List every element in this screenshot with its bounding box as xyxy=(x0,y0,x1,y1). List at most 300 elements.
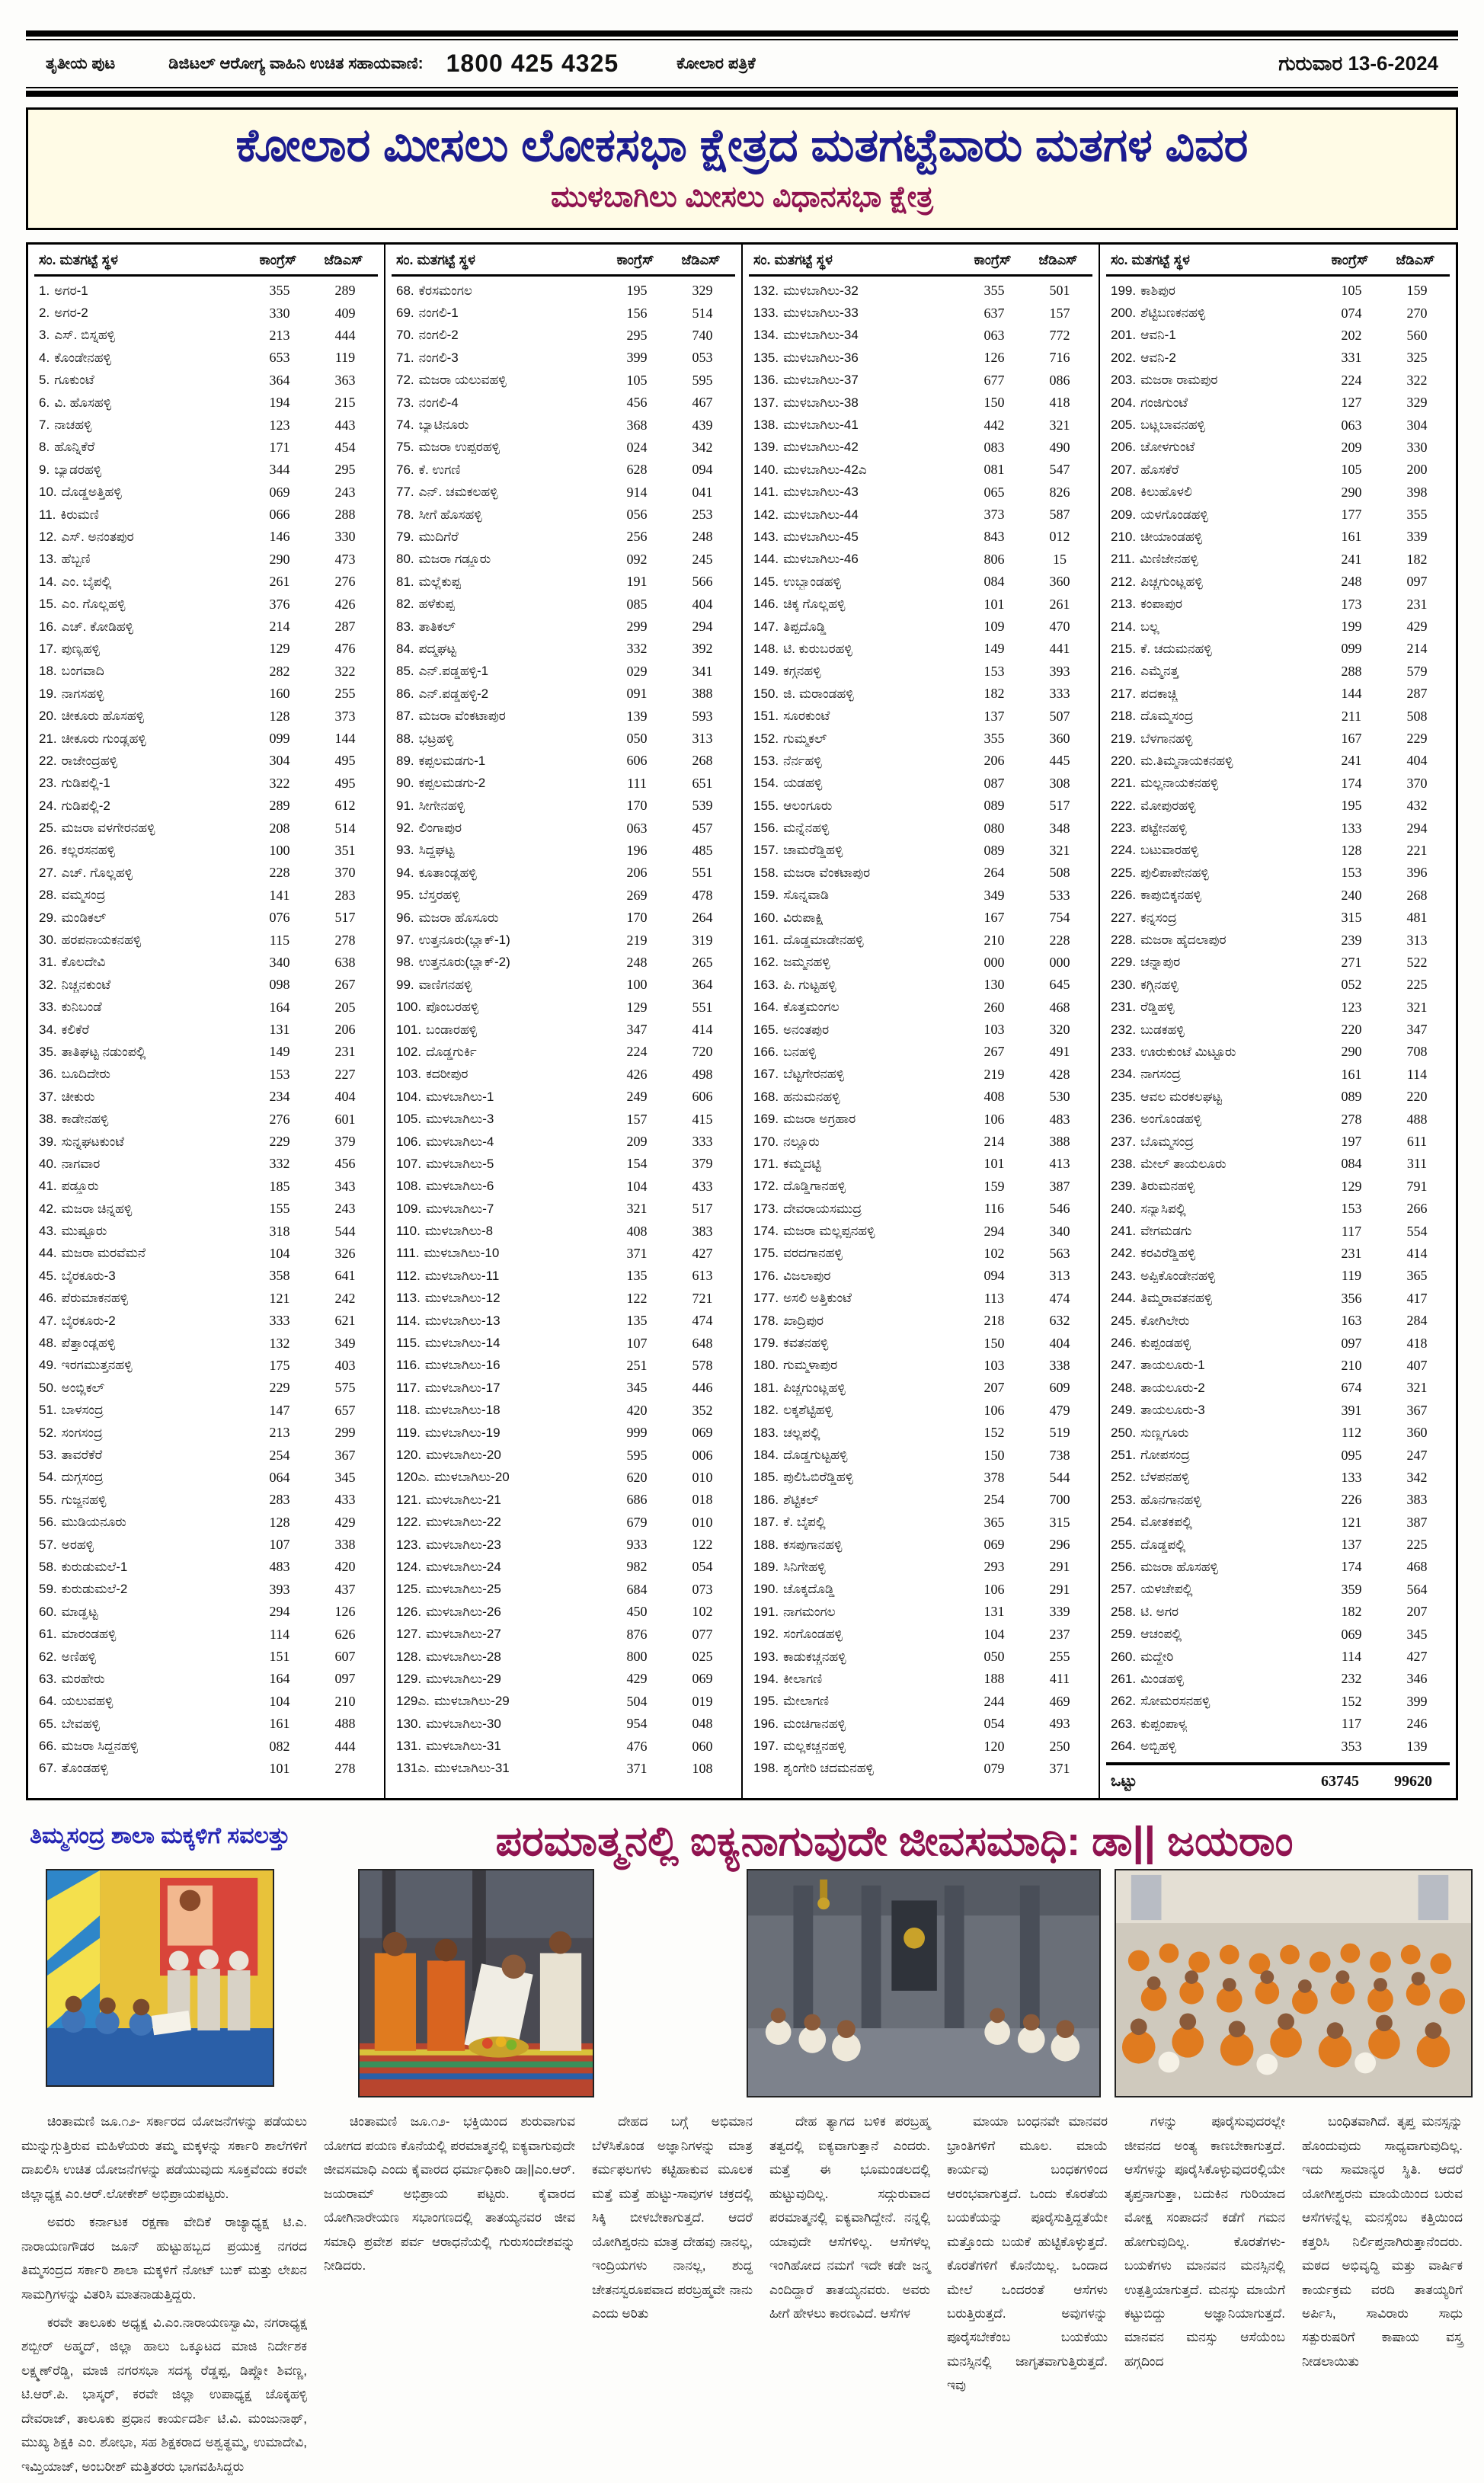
helpline-number: 1800 425 4325 xyxy=(446,50,619,77)
paragraph: ದೇಹ ತ್ಯಾಗದ ಬಳಿಕ ಪರಬ್ರಹ್ಮ ತತ್ವದಲ್ಲಿ ಐಕ್ಯವಾಗುತ್ತಾನೆ ಎಂದರು. ಮತ್ತೆ ಈ ಭೂಮಂಡಲದಲ್ಲಿ ಹುಟ್ಟುವುದಿಲ್ಲ. ಸದ್ಗುರುವಾದ ಪರಮಾತ್ಮನಲ್ಲಿ ಐಕ್ಯವಾಗಿದ್ದೇನೆ. ನನ್ನಲ್ಲಿ ಯಾವುದೇ ಆಸೆಗಳಿಲ್ಲ. ಆಸೆಗಳೆಲ್ಲ ಇಂಗಿಹೋದ ನಮಗೆ ಇದೇ ಕಡೇ ಜನ್ಮ ಎಂದಿದ್ದಾರೆ ತಾತಯ್ಯನವರು. ಅವರು ಹೀಗೆ ಹೇಳಲು ಕಾರಣವಿದೆ. ಆಸೆಗಳ xyxy=(769,2114,930,2321)
congress-votes: 331 xyxy=(1341,350,1362,366)
congress-votes: 209 xyxy=(626,1134,648,1150)
booth-name: ತಾತಿಕಲ್ xyxy=(418,619,456,634)
congress-votes: 345 xyxy=(626,1380,648,1396)
table-row xyxy=(34,1511,378,1533)
serial-no: 28. xyxy=(39,888,57,903)
booth-name: ಮಜರಾ ಚಿನ್ನಹಳ್ಳಿ xyxy=(61,1201,133,1216)
booth-name: ಹಳೆಕುಪ್ಪ xyxy=(418,597,455,612)
table-row xyxy=(1106,1534,1450,1556)
jds-votes: 481 xyxy=(1406,910,1428,926)
congress-votes: 105 xyxy=(1341,283,1362,299)
table-row xyxy=(392,907,735,929)
booth-name: ಮ.ತಿಮ್ಮನಾಯಕನಹಳ್ಳಿ xyxy=(1140,753,1233,768)
serial-no: 222. xyxy=(1111,798,1137,813)
jds-votes: 554 xyxy=(1406,1223,1428,1239)
serial-no: 90. xyxy=(396,776,414,791)
jds-votes: 365 xyxy=(1406,1268,1428,1284)
serial-no: 100. xyxy=(396,1000,422,1015)
booth-name: ಮುಳಬಾಗಿಲು-31 xyxy=(434,1761,510,1776)
table-row xyxy=(34,325,378,347)
congress-votes: 092 xyxy=(626,551,648,567)
serial-no: 59. xyxy=(39,1582,57,1597)
table-row xyxy=(392,1153,735,1175)
table-row xyxy=(749,1108,1092,1130)
booth-name: ಕೆ. ಉಗಣಿ xyxy=(418,462,461,477)
serial-no: 252. xyxy=(1111,1470,1137,1485)
congress-votes: 153 xyxy=(1341,1201,1362,1217)
jds-votes: 266 xyxy=(1406,1201,1428,1217)
serial-no: 245. xyxy=(1111,1313,1137,1328)
table-row xyxy=(1106,1265,1450,1287)
serial-no: 207. xyxy=(1111,462,1137,477)
table-row xyxy=(392,370,735,392)
table-row xyxy=(392,593,735,615)
jds-votes: 404 xyxy=(334,1089,356,1105)
table-column-3 xyxy=(741,245,1099,1798)
booth-name: ಮಂಡಿಕಲ್ xyxy=(61,910,107,925)
jds-votes: 469 xyxy=(1049,1693,1070,1709)
jds-votes: 490 xyxy=(1049,439,1070,455)
jds-votes: 488 xyxy=(334,1716,356,1732)
main-article-column-6 xyxy=(1302,2110,1463,2483)
table-row xyxy=(1106,1511,1450,1533)
booth-name: ವಮ್ಮಸಂದ್ರ xyxy=(61,888,106,903)
table-row xyxy=(1106,1735,1450,1757)
booth-name: ಪಿಚ್ಚಗುಂಟ್ಲಹಳ್ಳಿ xyxy=(783,1380,846,1395)
serial-no: 120ಎ. xyxy=(396,1470,430,1485)
table-row xyxy=(392,1668,735,1690)
serial-no: 178. xyxy=(753,1313,779,1328)
serial-no: 134. xyxy=(753,328,779,343)
table-row xyxy=(392,482,735,504)
jds-votes: 270 xyxy=(1406,305,1428,321)
booth-name: ಕಿರುಮಣಿ xyxy=(60,507,99,522)
jds-votes: 427 xyxy=(692,1245,713,1261)
booth-name: ಚೀಕೂರು ಗುಂಡ್ಲಹಳ್ಳಿ xyxy=(61,731,146,746)
serial-no: 159. xyxy=(753,888,779,903)
table-row xyxy=(749,482,1092,504)
congress-votes: 620 xyxy=(626,1469,648,1485)
jds-votes: 443 xyxy=(334,417,356,433)
jds-votes: 053 xyxy=(692,350,713,366)
serial-no: 261. xyxy=(1111,1671,1137,1686)
photo-band xyxy=(8,1869,1476,2097)
jds-votes: 289 xyxy=(334,283,356,299)
serial-no: 110. xyxy=(396,1224,421,1239)
congress-votes: 982 xyxy=(626,1559,648,1575)
table-row xyxy=(1106,616,1450,638)
booth-name: ಕಲಿಕೆರೆ xyxy=(61,1022,90,1037)
booth-name: ಹರಪನಾಯಕನಹಳ್ಳಿ xyxy=(61,933,142,948)
table-row xyxy=(1106,1310,1450,1332)
serial-no: 91. xyxy=(396,798,414,813)
congress-votes: 069 xyxy=(983,1537,1005,1553)
booth-name: ಅನಂತಪುರ xyxy=(783,1022,830,1037)
jds-votes: 364 xyxy=(692,977,713,993)
serial-no: 29. xyxy=(39,910,57,925)
congress-votes: 114 xyxy=(1341,1649,1362,1665)
congress-votes: 954 xyxy=(626,1716,648,1732)
booth-name: ಹೊನ್ನಿಕೆರೆ xyxy=(54,440,95,455)
serial-no: 160. xyxy=(753,910,779,925)
jds-votes: 246 xyxy=(1406,1716,1428,1732)
congress-votes: 318 xyxy=(269,1223,290,1239)
serial-no: 204. xyxy=(1111,395,1137,410)
jds-votes: 299 xyxy=(334,1425,356,1441)
congress-votes: 151 xyxy=(269,1649,290,1665)
serial-no: 136. xyxy=(753,373,779,388)
booth-name: ಮಲ್ಲೆಕುಪ್ಪ xyxy=(418,574,461,589)
serial-no: 68. xyxy=(396,283,414,298)
jds-votes: 772 xyxy=(1049,327,1070,343)
congress-votes: 267 xyxy=(983,1044,1005,1060)
jds-votes: 287 xyxy=(1406,686,1428,702)
jds-votes: 326 xyxy=(334,1245,356,1261)
booth-name: ವಾಣಿಗನಹಳ್ಳಿ xyxy=(418,977,472,992)
jds-votes: 444 xyxy=(334,327,356,343)
total-jds: 99620 xyxy=(1394,1772,1432,1790)
serial-no: 112. xyxy=(396,1268,421,1283)
booth-name: ವರದಗಾನಹಳ್ಳಿ xyxy=(783,1246,843,1261)
jds-votes: 474 xyxy=(692,1313,713,1329)
serial-no: 249. xyxy=(1111,1403,1137,1418)
table-row xyxy=(749,571,1092,593)
table-row xyxy=(34,1131,378,1153)
booth-name: ಮುಳಬಾಗಿಲು-24 xyxy=(426,1559,501,1574)
jds-votes: 247 xyxy=(1406,1447,1428,1463)
jds-votes: 587 xyxy=(1049,507,1070,523)
booth-name: ಚೀಯಾಂಡಹಳ್ಳಿ xyxy=(1140,529,1203,544)
serial-no: 99. xyxy=(396,977,414,992)
booth-name: ಎನ್.ಪಡ್ಡಹಳ್ಳಿ-2 xyxy=(418,686,489,701)
congress-votes: 249 xyxy=(626,1089,648,1105)
serial-no: 218. xyxy=(1111,709,1137,724)
booth-name: ಮಜರಾ ಹೊಸೂರು xyxy=(418,910,499,925)
congress-votes: 182 xyxy=(983,686,1005,702)
table-row xyxy=(392,1288,735,1310)
jds-votes: 200 xyxy=(1406,462,1428,478)
table-row xyxy=(1106,705,1450,727)
serial-no: 179. xyxy=(753,1336,779,1351)
table-row xyxy=(1106,1556,1450,1578)
congress-votes: 365 xyxy=(983,1514,1005,1530)
jds-votes: 517 xyxy=(692,1201,713,1217)
jds-votes: 126 xyxy=(334,1604,356,1620)
table-row xyxy=(34,885,378,907)
booth-name: ಮುಳಬಾಗಿಲು-41 xyxy=(783,418,859,433)
booth-name: ಸಂಗಸಂದ್ರ xyxy=(61,1425,103,1440)
table-row xyxy=(749,437,1092,459)
booth-name: ಮಜರಾ ಮಲ್ಲಪ್ಪನಹಳ್ಳಿ xyxy=(783,1224,875,1239)
serial-no: 228. xyxy=(1111,933,1137,948)
congress-votes: 084 xyxy=(1341,1156,1362,1172)
jds-votes: 329 xyxy=(692,283,713,299)
congress-votes: 294 xyxy=(983,1223,1005,1239)
booth-name: ಉತ್ತನೂರು(ಬ್ಲಾಕ್-2) xyxy=(418,955,510,970)
booth-name: ಮುಳಬಾಗಿಲು-31 xyxy=(426,1739,501,1754)
table-row xyxy=(34,661,378,683)
congress-votes: 137 xyxy=(1341,1537,1362,1553)
booth-name: ಮುಳಬಾಗಿಲು-25 xyxy=(426,1582,501,1597)
serial-no: 27. xyxy=(39,865,57,880)
table-row xyxy=(749,302,1092,324)
booth-name: ಬೆಳಪನಹಳ್ಳಿ xyxy=(1140,1470,1190,1485)
table-row xyxy=(392,1579,735,1601)
jds-votes: 564 xyxy=(1406,1581,1428,1597)
jds-votes: 207 xyxy=(1406,1604,1428,1620)
serial-no: 201. xyxy=(1111,328,1137,343)
serial-no: 131ಎ. xyxy=(396,1761,430,1776)
table-row xyxy=(1106,1131,1450,1153)
jds-votes: 609 xyxy=(1049,1380,1070,1396)
jds-votes: 060 xyxy=(692,1738,713,1754)
jds-votes: 740 xyxy=(692,327,713,343)
congress-votes: 239 xyxy=(1341,932,1362,948)
serial-no: 38. xyxy=(39,1112,57,1127)
booth-name: ಮುಳಬಾಗಿಲು-8 xyxy=(424,1224,494,1239)
jds-votes: 429 xyxy=(1406,619,1428,635)
congress-votes: 141 xyxy=(269,887,290,903)
booth-name: ನಾಗಮಂಗಲ xyxy=(783,1604,836,1619)
congress-votes: 089 xyxy=(1341,1089,1362,1105)
table-row xyxy=(749,1288,1092,1310)
congress-votes: 399 xyxy=(626,350,648,366)
serial-no: 101. xyxy=(396,1022,422,1037)
serial-no: 165. xyxy=(753,1022,779,1037)
booth-name: ಮುಳಬಾಗಿಲು-20 xyxy=(426,1448,501,1462)
booth-name: ನಂಗಲಿ-4 xyxy=(418,395,459,410)
serial-no: 108. xyxy=(396,1179,422,1194)
congress-votes: 224 xyxy=(626,1044,648,1060)
serial-no: 150. xyxy=(753,686,779,701)
jds-votes: 253 xyxy=(692,507,713,523)
booth-name: ಸಿನಿಗೇಹಳ್ಳಿ xyxy=(783,1559,826,1574)
jds-votes: 010 xyxy=(692,1514,713,1530)
jds-votes: 348 xyxy=(1049,820,1070,836)
table-row xyxy=(749,1758,1092,1780)
congress-votes: 107 xyxy=(269,1537,290,1553)
table-row xyxy=(749,325,1092,347)
congress-votes: 117 xyxy=(1341,1716,1362,1732)
congress-votes: 295 xyxy=(626,327,648,343)
table-row xyxy=(1106,952,1450,974)
jds-votes: 264 xyxy=(692,910,713,926)
congress-votes: 355 xyxy=(983,283,1005,299)
congress-votes: 182 xyxy=(1341,1604,1362,1620)
jds-votes: 593 xyxy=(692,708,713,724)
jds-votes: 791 xyxy=(1406,1178,1428,1194)
table-row xyxy=(749,1355,1092,1377)
congress-votes: 132 xyxy=(269,1335,290,1351)
table-row xyxy=(392,571,735,593)
header-jds: ಜೆಡಿಎಸ್ xyxy=(1038,252,1078,267)
booth-name: ಕೊಲದೇವಿ xyxy=(61,955,106,970)
serial-no: 22. xyxy=(39,753,57,768)
jds-votes: 333 xyxy=(692,1134,713,1150)
table-row xyxy=(1106,1243,1450,1265)
serial-no: 241. xyxy=(1111,1224,1137,1239)
table-row xyxy=(749,549,1092,571)
paragraph: ಚಿಂತಾಮಣಿ ಜೂ.೧೨- ಭಕ್ತಿಯಿಂದ ಶುರುವಾಗುವ ಯೋಗದ ಪಯಣ ಕೊನೆಯಲ್ಲಿ ಪರಮಾತ್ಮನಲ್ಲಿ ಐಕ್ಯವಾಗುವುದೇ ಜೀವಸಮಾಧಿ ಎಂದು ಕೈವಾರದ ಧರ್ಮಾಧಿಕಾರಿ ಡಾ||ಎಂ.ಆರ್. ಜಯರಾಮ್ ಅಭಿಪ್ರಾಯ ಪಟ್ಟರು. ಕೈವಾರದ ಯೋಗಿನಾರೇಯಣ ಸಭಾಂಗಣದಲ್ಲಿ ತಾತಯ್ಯನವರ ಜೀವ ಸಮಾಧಿ ಪ್ರವೇಶ ಪರ್ವ ಆರಾಧನೆಯಲ್ಲಿ ಗುರುಸಂದೇಶವನ್ನು ನೀಡಿದರು. xyxy=(324,2114,575,2273)
table-row xyxy=(34,795,378,817)
serial-no: 45. xyxy=(39,1268,57,1283)
table-row xyxy=(34,1332,378,1354)
serial-no: 124. xyxy=(396,1559,422,1574)
table-row xyxy=(392,773,735,795)
jds-votes: 414 xyxy=(692,1022,713,1038)
total-row xyxy=(1106,1762,1450,1790)
booth-name: ನಾಗಸಹಳ್ಳಿ xyxy=(61,686,104,701)
paper-name: ಕೋಲಾರ ಪತ್ರಿಕೆ xyxy=(676,54,756,72)
paragraph: ಅವರು ಕರ್ನಾಟಕ ರಕ್ಷಣಾ ವೇದಿಕೆ ರಾಜ್ಯಾಧ್ಯಕ್ಷ ಟಿ.ಎ. ನಾರಾಯಣಗೌಡರ ಜೂನ್ ಹುಟ್ಟುಹಬ್ಬದ ಪ್ರಯುಕ್ತ ನಗರದ ತಿಮ್ಮಸಂದ್ರದ ಸರ್ಕಾರಿ ಶಾಲಾ ಮಕ್ಕಳಿಗೆ ನೋಟ್ ಬುಕ್ ಮತ್ತು ಲೇಖನ ಸಾಮಗ್ರಿಗಳನ್ನು ವಿತರಿಸಿ ಮಾತನಾಡುತ್ತಿದ್ದರು. xyxy=(21,2215,307,2302)
booth-name: ಮಾಡ್ಘಟ್ಟ xyxy=(61,1604,98,1619)
table-row xyxy=(392,1265,735,1287)
congress-votes: 100 xyxy=(626,977,648,993)
serial-no: 30. xyxy=(39,933,57,948)
booth-name: ಗುಮ್ಮಕಲ್ xyxy=(783,731,827,746)
table-row xyxy=(392,1489,735,1511)
congress-votes: 628 xyxy=(626,462,648,478)
serial-no: 213. xyxy=(1111,597,1137,612)
table-row xyxy=(34,370,378,392)
booth-name: ಗೂಕುಂಟೆ xyxy=(54,373,94,388)
booth-name: ಲಿಂಗಾಪುರ xyxy=(418,821,462,836)
booth-name: ಚಾಮರೆಡ್ಡಿಹಳ್ಳಿ xyxy=(783,843,843,858)
booth-name: ಕುಪ್ಪಂಡಹಳ್ಳಿ xyxy=(1140,1336,1191,1351)
table-row xyxy=(34,840,378,862)
jds-votes: 321 xyxy=(1406,999,1428,1015)
jds-votes: 367 xyxy=(334,1447,356,1463)
table-row xyxy=(1106,1377,1450,1399)
table-row xyxy=(34,1735,378,1757)
congress-votes: 167 xyxy=(983,910,1005,926)
table-row xyxy=(749,1422,1092,1444)
congress-votes: 119 xyxy=(1341,1268,1362,1284)
booth-name: ಬಟುವಾರಹಳ್ಳಿ xyxy=(1140,843,1199,858)
jds-votes: 493 xyxy=(1049,1716,1070,1732)
booth-name: ಕಗ್ಗಿನಹಳ್ಳಿ xyxy=(1140,977,1179,992)
table-row xyxy=(749,616,1092,638)
jds-votes: 355 xyxy=(1406,507,1428,523)
table-row xyxy=(1106,1064,1450,1086)
congress-votes: 000 xyxy=(983,954,1005,970)
congress-votes: 106 xyxy=(983,1402,1005,1418)
congress-votes: 376 xyxy=(269,596,290,612)
table-row xyxy=(392,885,735,907)
jds-votes: 721 xyxy=(692,1290,713,1306)
table-row xyxy=(392,1511,735,1533)
jds-votes: 517 xyxy=(334,910,356,926)
header-jds: ಜೆಡಿಎಸ್ xyxy=(681,252,721,267)
booth-name: ಕಾಡುಕಚ್ಚನಹಳ್ಳಿ xyxy=(783,1649,846,1664)
table-row xyxy=(392,302,735,324)
congress-votes: 229 xyxy=(269,1134,290,1150)
jds-votes: 094 xyxy=(692,462,713,478)
booth-name: ಗುಡಿಪಲ್ಲಿ-1 xyxy=(61,776,110,791)
congress-votes: 290 xyxy=(269,551,290,567)
serial-no: 220. xyxy=(1111,753,1137,768)
congress-votes: 349 xyxy=(983,887,1005,903)
table-row xyxy=(392,504,735,526)
congress-votes: 177 xyxy=(1341,507,1362,523)
header-jds: ಜೆಡಿಎಸ್ xyxy=(324,252,363,267)
page-subtitle: ಮುಳಬಾಗಿಲು ಮೀಸಲು ವಿಧಾನಸಭಾ ಕ್ಷೇತ್ರ xyxy=(551,181,933,213)
congress-votes: 229 xyxy=(269,1380,290,1396)
table-row xyxy=(1106,1467,1450,1489)
booth-name: ಗುಮ್ಮಳಾಪುರ xyxy=(783,1358,838,1373)
table-row xyxy=(392,1198,735,1220)
serial-no: 24. xyxy=(39,798,57,813)
congress-votes: 248 xyxy=(626,954,648,970)
booth-name: ವಿರುಪಾಕ್ಷಿ xyxy=(783,910,824,925)
serial-no: 55. xyxy=(39,1492,57,1507)
serial-no: 32. xyxy=(39,977,57,992)
serial-no: 256. xyxy=(1111,1559,1137,1574)
congress-votes: 299 xyxy=(626,619,648,635)
booth-name: ಮುಳಬಾಗಿಲು-20 xyxy=(434,1470,510,1485)
congress-votes: 120 xyxy=(983,1738,1005,1754)
paragraph: ಗಳನ್ನು ಪೂರೈಸುವುದರಲ್ಲೇ ಜೀವನದ ಅಂತ್ಯ ಕಾಣಬೇಕಾಗುತ್ತದೆ. ಆಸೆಗಳನ್ನು ಪೂರೈಸಿಕೊಳ್ಳುವುದರಲ್ಲಿಯೇ ತೃಪ್ತನಾಗುತ್ತಾ, ಬದುಕಿನ ಗುರಿಯಾದ ಮೋಕ್ಷ ಸಂಪಾದನೆ ಕಡೆಗೆ ಗಮನ ಹೋಗುವುದಿಲ್ಲ. ಕೊರತೆಗಳು-ಬಯಕೆಗಳು ಮಾನವನ ಮನಸ್ಸಿನಲ್ಲಿ ಉತ್ಪತ್ತಿಯಾಗುತ್ತದೆ. ಮನಸ್ಸು ಮಾಯೆಗೆ ಕಟ್ಟುಬಿದ್ದು ಅಜ್ಞಾನಿಯಾಗುತ್ತದೆ. ಮಾನವನ ಮನಸ್ಸು ಆಸೆಯೆಂಬ ಹಗ್ಗದಿಂದ xyxy=(1124,2114,1285,2369)
table-row xyxy=(749,974,1092,996)
table-row xyxy=(392,997,735,1019)
jds-votes: 073 xyxy=(692,1581,713,1597)
congress-votes: 364 xyxy=(269,372,290,388)
serial-no: 250. xyxy=(1111,1425,1137,1440)
jds-votes: 638 xyxy=(334,954,356,970)
booth-name: ಚಲ್ಲಪಲ್ಲಿ xyxy=(783,1425,820,1440)
jds-votes: 360 xyxy=(1406,1425,1428,1441)
serial-no: 146. xyxy=(753,597,779,612)
congress-votes: 131 xyxy=(983,1604,1005,1620)
congress-votes: 161 xyxy=(1341,529,1362,545)
congress-votes: 050 xyxy=(983,1649,1005,1665)
booth-name: ಹೊಸಕೆರೆ xyxy=(1140,462,1179,477)
booth-name: ಮುಳಬಾಗಿಲು-43 xyxy=(783,485,859,500)
table-row xyxy=(392,347,735,369)
congress-votes: 153 xyxy=(269,1066,290,1082)
jds-votes: 108 xyxy=(692,1760,713,1776)
jds-votes: 754 xyxy=(1049,910,1070,926)
congress-votes: 150 xyxy=(983,1447,1005,1463)
jds-votes: 530 xyxy=(1049,1089,1070,1105)
congress-votes: 111 xyxy=(627,775,647,791)
jds-votes: 077 xyxy=(692,1626,713,1642)
table-row xyxy=(34,1041,378,1063)
jds-votes: 360 xyxy=(1049,731,1070,746)
table-row xyxy=(1106,1198,1450,1220)
serial-no: 11. xyxy=(39,507,56,522)
helpline-label: ಡಿಜಿಟಲ್ ಆರೋಗ್ಯ ವಾಹಿನಿ ಉಚಿತ ಸಹಾಯವಾಣಿ: xyxy=(168,54,424,72)
jds-votes: 439 xyxy=(692,417,713,433)
congress-votes: 429 xyxy=(626,1671,648,1687)
jds-votes: 517 xyxy=(1049,798,1070,814)
serial-no: 95. xyxy=(396,888,414,903)
jds-votes: 119 xyxy=(334,350,356,366)
jds-votes: 229 xyxy=(1406,731,1428,746)
booth-name: ಲಕ್ಕಶೆಟ್ಟಿಹಳ್ಳಿ xyxy=(783,1403,833,1418)
booth-name: ಎನ್. ಚಮಕಲಹಳ್ಳಿ xyxy=(418,485,498,500)
booth-name: ನಂಗಲಿ-3 xyxy=(418,350,459,365)
congress-votes: 139 xyxy=(626,708,648,724)
serial-no: 210. xyxy=(1111,529,1137,544)
jds-votes: 514 xyxy=(692,305,713,321)
jds-votes: 478 xyxy=(692,887,713,903)
booth-name: ಬಾಳಸಂದ್ರ xyxy=(61,1403,104,1418)
table-row xyxy=(392,1176,735,1198)
booth-name: ಅಂಗೊಂಡಹಳ್ಳಿ xyxy=(1140,1112,1202,1127)
table-row xyxy=(34,1086,378,1108)
